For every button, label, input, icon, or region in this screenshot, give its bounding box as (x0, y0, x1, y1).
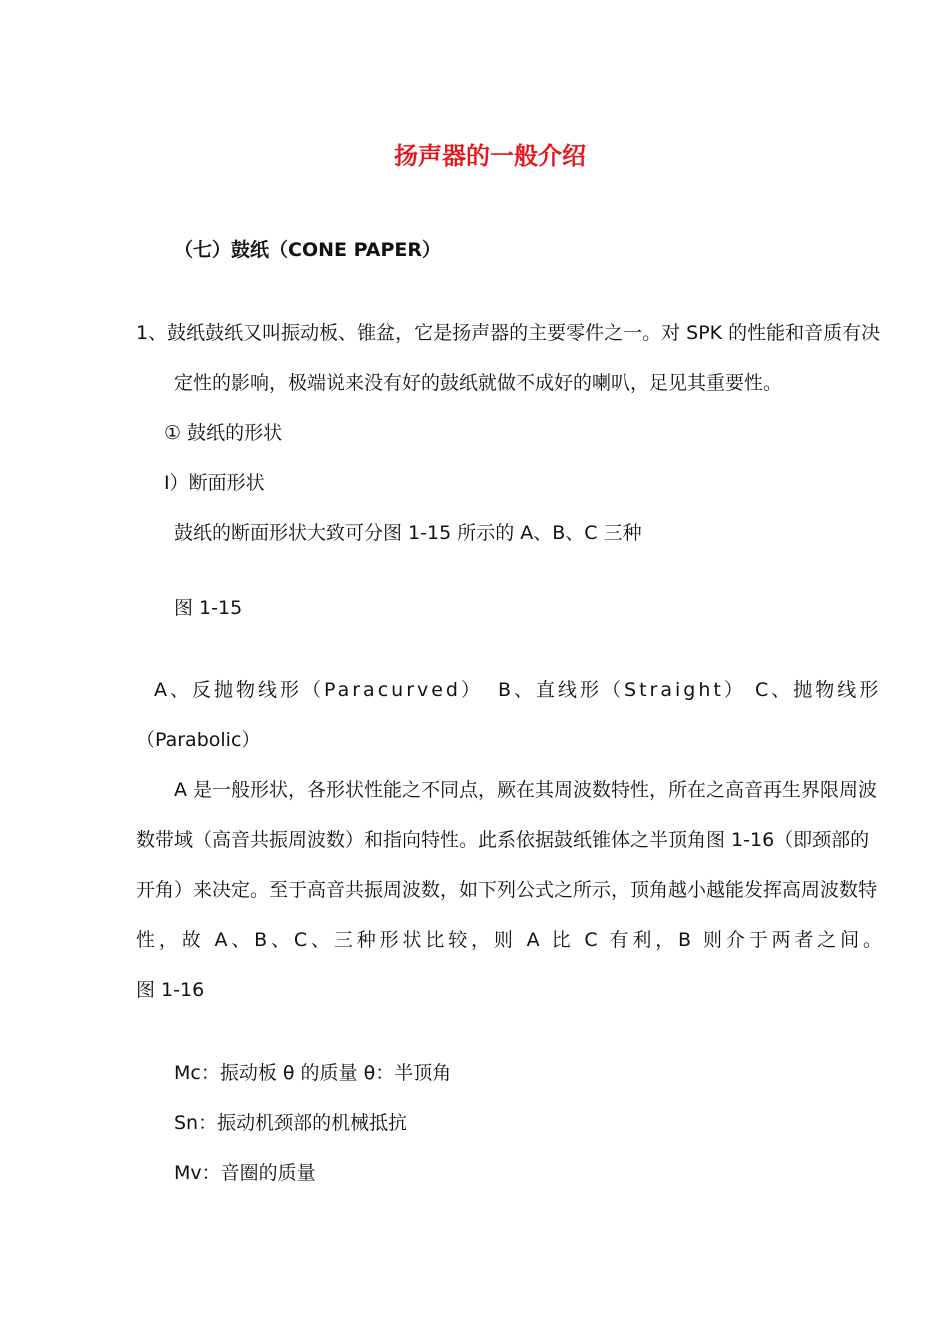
section-heading: （七）鼓纸（CONE PAPER） (174, 239, 442, 261)
document-title: 扬声器的一般介绍 (394, 142, 586, 170)
definition-mv: Mv：音圈的质量 (174, 1162, 316, 1184)
definition-mc: Mc：振动板 θ 的质量 θ：半顶角 (174, 1062, 452, 1084)
definition-sn: Sn：振动机颈部的机械抵抗 (174, 1112, 408, 1134)
paragraph-1-line-1: 1、鼓纸鼓纸又叫振动板、锥盆，它是扬声器的主要零件之一。对 SPK 的性能和音质有决 (136, 322, 881, 344)
figure-label-1-16: 图 1-16 (136, 979, 205, 1001)
paragraph-2-line-1: A 是一般形状，各形状性能之不同点，厥在其周波数特性，所在之高音再生界限周波 (174, 779, 878, 801)
shape-b-label: B、直线形（Straight） (498, 679, 746, 701)
shape-a-label: A、反抛物线形（Paracurved） (154, 679, 483, 701)
paragraph-2-line-2: 数带域（高音共振周波数）和指向特性。此系依据鼓纸锥体之半顶角图 1-16（即颈部的 (136, 829, 870, 851)
paragraph-2-line-4: 性，故 A、B、C、三种形状比较，则 A 比 C 有利，B 则介于两者之间。 (136, 929, 884, 951)
figure-label-1-15: 图 1-15 (174, 597, 243, 619)
paragraph-2-line-3: 开角）来决定。至于高音共振周波数，如下列公式之所示，顶角越小越能发挥高周波数特 (136, 879, 878, 901)
list-item-shape: ① 鼓纸的形状 (164, 422, 283, 444)
shape-c-label-continued: （Parabolic） (136, 729, 261, 751)
list-item-cross-section: I）断面形状 (164, 472, 265, 494)
paragraph-1-line-2: 定性的影响，极端说来没有好的鼓纸就做不成好的喇叭，足见其重要性。 (174, 372, 783, 394)
cross-section-description: 鼓纸的断面形状大致可分图 1-15 所示的 A、B、C 三种 (174, 522, 642, 544)
shape-c-label: C、抛物线形 (755, 679, 882, 701)
